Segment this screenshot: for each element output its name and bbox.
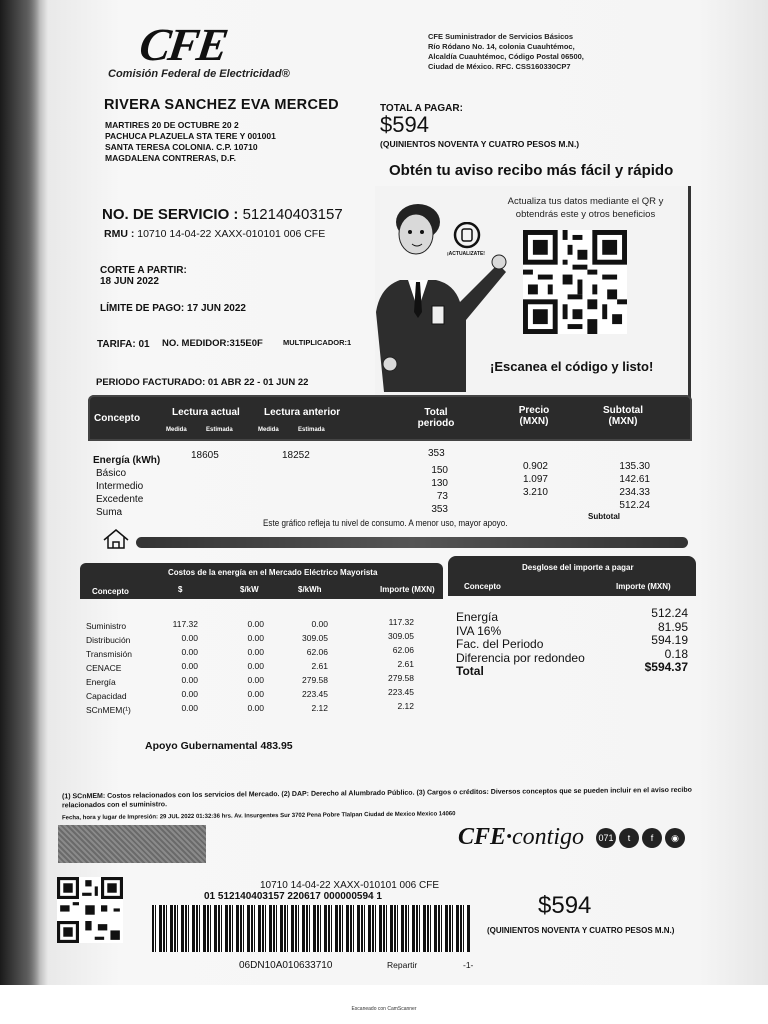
tarifa: TARIFA: 01 xyxy=(97,339,150,350)
footer-printed: Fecha, hora y lugar de Impresión: 29 JUL 2022 01:32:36 hrs. Av. Insurgentes Sur 3702 Pena Pobre Tlalpan Ciudad de Mexico Mexico 14060 xyxy=(62,811,456,822)
cost-col-d xyxy=(376,615,414,713)
consumption-subtotal xyxy=(610,460,650,512)
rmu-value: 10710 14-04-22 XAXX-010101 006 CFE xyxy=(137,228,326,240)
cost-b: 0.00 xyxy=(247,647,264,657)
row-label: Básico xyxy=(96,468,127,479)
row-subtotal: 512.24 xyxy=(619,500,650,511)
energia-kwh-label: Energía (kWh) xyxy=(93,455,161,466)
consumption-table-header xyxy=(88,395,692,441)
cost-table-title: Costos de la energía en el Mercado Eléctrico Mayorista xyxy=(168,568,378,577)
cost-a: 0.00 xyxy=(181,675,198,685)
cost-b: 0.00 xyxy=(247,675,264,685)
cfe-contigo-word: contigo xyxy=(512,824,585,850)
consumption-precio xyxy=(514,460,548,499)
cost-col-a xyxy=(164,617,198,715)
consumption-labels xyxy=(96,467,143,519)
col-precio: Precio (MXN) xyxy=(518,405,550,427)
breakdown-values xyxy=(620,607,688,675)
address-line: SANTA TERESA COLONIA. C.P. 10710 xyxy=(105,142,258,152)
col-concepto: Concepto xyxy=(94,413,141,424)
breakdown-title: Desglose del importe a pagar xyxy=(522,563,634,572)
facebook-icon[interactable]: f xyxy=(642,828,662,848)
cfe-contigo-prefix: CFE xyxy=(458,824,507,850)
row-label: Excedente xyxy=(96,494,144,505)
repartir-label: Repartir xyxy=(387,960,418,970)
row-label: Suma xyxy=(96,507,123,518)
promo-scan-text: ¡Escanea el código y listo! xyxy=(490,359,654,374)
row-label: Intermedio xyxy=(96,481,144,492)
rmu-label: RMU : xyxy=(104,228,135,240)
cost-c: 2.61 xyxy=(311,661,328,671)
row-subtotal: 135.30 xyxy=(619,461,650,472)
rmu xyxy=(104,228,325,240)
service-value: 512140403157 xyxy=(242,206,343,223)
cfe-logo: CFE xyxy=(136,19,230,70)
total-periodo-value: 353 xyxy=(428,448,445,459)
cost-b: 0.00 xyxy=(247,619,264,629)
promo-title: Obtén tu aviso recibo más fácil y rápido xyxy=(389,162,674,179)
cost-table-header xyxy=(80,563,443,599)
consumption-gauge xyxy=(136,537,688,548)
cost-a: 117.32 xyxy=(172,619,198,629)
total-amount: $594 xyxy=(380,112,429,137)
cost-a: 0.00 xyxy=(181,703,198,713)
cost-c: 0.00 xyxy=(311,619,328,629)
sub-medida: Medida xyxy=(166,427,187,433)
cost-col-b xyxy=(234,617,264,715)
breakdown-value: 81.95 xyxy=(657,619,688,634)
barcode-line1: 10710 14-04-22 XAXX-010101 006 CFE xyxy=(260,880,440,891)
row-kwh: 353 xyxy=(431,504,448,515)
cost-a: 0.00 xyxy=(181,633,198,643)
supplier-line: Alcaldía Cuauhtémoc, Código Postal 06500, xyxy=(428,52,584,61)
lectura-actual-value: 18605 xyxy=(191,450,219,461)
address-line: MARTIRES 20 DE OCTUBRE 20 2 xyxy=(105,120,239,130)
multiplicador: MULTIPLICADOR:1 xyxy=(283,338,352,347)
cost-col-kw: $/kW xyxy=(240,585,259,594)
supplier-line: CFE Suministrador de Servicios Básicos xyxy=(428,32,574,41)
breakdown-header xyxy=(448,556,696,596)
graph-note: Este gráfico refleja tu nivel de consumo. A menor uso, mayor apoyo. xyxy=(263,518,508,528)
cost-a: 0.00 xyxy=(181,689,198,699)
breakdown-label-total: Total xyxy=(456,664,484,678)
periodo-facturado: PERIODO FACTURADO: 01 ABR 22 - 01 JUN 22 xyxy=(96,377,309,388)
consumption-kwh xyxy=(418,464,448,516)
cost-col-kwh: $/kWh xyxy=(298,585,322,594)
breakdown-col-importe: Importe (MXN) xyxy=(616,582,671,591)
cost-a: 0.00 xyxy=(181,661,198,671)
breakdown-labels xyxy=(456,611,585,679)
col-total-periodo: Total periodo xyxy=(417,407,455,429)
breakdown-value: 594.19 xyxy=(651,633,688,647)
customer-name: RIVERA SANCHEZ EVA MERCED xyxy=(104,97,339,113)
bottom-amount-words: (QUINIENTOS NOVENTA Y CUATRO PESOS M.N.) xyxy=(487,926,675,935)
address-line: PACHUCA PLAZUELA STA TERE Y 001001 xyxy=(105,131,276,141)
corte-date: 18 JUN 2022 xyxy=(100,276,159,287)
agent-illustration-icon xyxy=(370,192,510,392)
row-kwh: 130 xyxy=(431,478,448,489)
cost-row-label: Energía xyxy=(86,677,116,687)
footer-definitions: (1) SCnMEM: Costos relacionados con los servicios del Mercado. (2) DAP: Derecho al Alumbrado Público. (3) Cargos o créditos: Diversos conceptos que se pueden incluir en el aviso recibo relacionados con el suministro. xyxy=(62,786,692,810)
cost-b: 0.00 xyxy=(247,633,264,643)
cost-d: 2.61 xyxy=(397,659,414,669)
sub-estimada-2: Estimada xyxy=(298,427,325,433)
promo-qr-code-icon[interactable] xyxy=(523,230,627,334)
col-lectura-anterior: Lectura anterior xyxy=(264,407,341,418)
apoyo-gubernamental: Apoyo Gubernamental 483.95 xyxy=(145,740,293,752)
row-subtotal: 234.33 xyxy=(619,487,650,498)
breakdown-value: 512.24 xyxy=(651,606,688,620)
scan-shadow xyxy=(0,0,40,985)
limite-pago: LÍMITE DE PAGO: 17 JUN 2022 xyxy=(100,303,246,314)
sub-estimada: Estimada xyxy=(206,427,233,433)
lectura-anterior-value: 18252 xyxy=(282,450,310,461)
subtotal-label: Subtotal xyxy=(588,512,620,521)
house-icon xyxy=(102,528,130,550)
bottom-amount: $594 xyxy=(538,892,592,919)
cost-col-pesos: $ xyxy=(178,585,183,594)
supplier-line: Ciudad de México. RFC. CSS160330CP7 xyxy=(428,62,571,71)
cost-a: 0.00 xyxy=(181,647,198,657)
promo-text: Actualiza tus datos mediante el QR y obtendrás este y otros beneficios xyxy=(507,196,664,220)
corte-label: CORTE A PARTIR: xyxy=(100,265,187,276)
row-kwh: 73 xyxy=(436,491,448,502)
cost-b: 0.00 xyxy=(247,661,264,671)
cost-c: 62.06 xyxy=(306,647,328,657)
cost-col-concepto: Concepto xyxy=(92,587,129,596)
page-number: -1- xyxy=(463,960,474,970)
breakdown-col-concepto: Concepto xyxy=(464,582,501,591)
cost-row-label: Capacidad xyxy=(86,691,127,701)
071-icon[interactable]: 071 xyxy=(596,828,616,848)
twitter-icon[interactable]: t xyxy=(619,828,639,848)
address-line: MAGDALENA CONTRERAS, D.F. xyxy=(105,153,236,163)
medidor: NO. MEDIDOR:315E0F xyxy=(162,338,263,349)
service-label: NO. DE SERVICIO : xyxy=(102,206,239,223)
service-number xyxy=(102,206,343,223)
cfe-logo-subtitle: Comisión Federal de Electricidad® xyxy=(108,68,290,80)
cost-row-label: CENACE xyxy=(86,663,122,673)
row-kwh: 150 xyxy=(431,465,448,476)
cost-row-label: Distribución xyxy=(86,635,131,645)
sub-medida-2: Medida xyxy=(258,427,279,433)
supplier-info xyxy=(428,32,618,72)
cost-row-label: SCnMEM(¹) xyxy=(86,705,131,715)
row-precio: 1.097 xyxy=(522,474,548,485)
cost-c: 309.05 xyxy=(302,633,328,643)
payment-barcode xyxy=(152,905,470,952)
row-precio: 0.902 xyxy=(522,461,548,472)
total-label: TOTAL A PAGAR: xyxy=(380,103,463,114)
cost-col-c xyxy=(290,617,328,715)
row-precio: 3.210 xyxy=(522,487,548,498)
payment-qr-code-icon[interactable] xyxy=(55,877,125,943)
cost-d: 117.32 xyxy=(388,617,414,627)
cost-col-importe: Importe (MXN) xyxy=(380,585,435,594)
cost-row-label: Transmisión xyxy=(86,649,132,659)
breakdown-label: Fac. del Periodo xyxy=(456,637,544,651)
camscanner-watermark: Escaneado con CamScanner xyxy=(351,1006,417,1012)
cost-b: 0.00 xyxy=(247,689,264,699)
cost-b: 0.00 xyxy=(247,703,264,713)
row-subtotal: 142.61 xyxy=(619,474,650,485)
location-icon[interactable]: ◉ xyxy=(665,828,685,848)
actualizate-badge: ¡ACTUALIZATE! xyxy=(447,251,485,257)
cost-d: 62.06 xyxy=(392,645,414,655)
breakdown-label: Diferencia por redondeo xyxy=(456,650,585,665)
col-subtotal: Subtotal (MXN) xyxy=(603,405,643,427)
cost-c: 2.12 xyxy=(311,703,328,713)
breakdown-value: 0.18 xyxy=(664,646,688,661)
barcode-line2: 01 512140403157 220617 000000594 1 xyxy=(204,891,382,902)
cost-d: 2.12 xyxy=(397,701,414,711)
cost-c: 279.58 xyxy=(302,675,328,685)
col-lectura-actual: Lectura actual xyxy=(172,407,240,418)
cost-d: 223.45 xyxy=(388,687,414,697)
cost-d: 309.05 xyxy=(388,631,414,641)
actualizate-icon xyxy=(452,222,484,252)
document-code: 06DN10A010633710 xyxy=(239,960,333,971)
cost-labels xyxy=(86,619,132,717)
social-icons xyxy=(596,828,688,848)
breakdown-label: Energía xyxy=(456,610,499,624)
total-words: (QUINIENTOS NOVENTA Y CUATRO PESOS M.N.) xyxy=(380,139,580,149)
cost-row-label: Suministro xyxy=(86,621,127,631)
cost-c: 223.45 xyxy=(302,689,328,699)
cost-d: 279.58 xyxy=(388,673,414,683)
breakdown-value-total: $594.37 xyxy=(644,660,688,674)
customer-address xyxy=(105,120,276,164)
cfe-contigo-logo: CFE·contigo xyxy=(458,824,585,850)
supplier-line: Río Ródano No. 14, colonia Cuauhtémoc, xyxy=(428,42,575,51)
breakdown-label: IVA 16% xyxy=(456,623,502,638)
scan-gray-block xyxy=(58,825,206,863)
